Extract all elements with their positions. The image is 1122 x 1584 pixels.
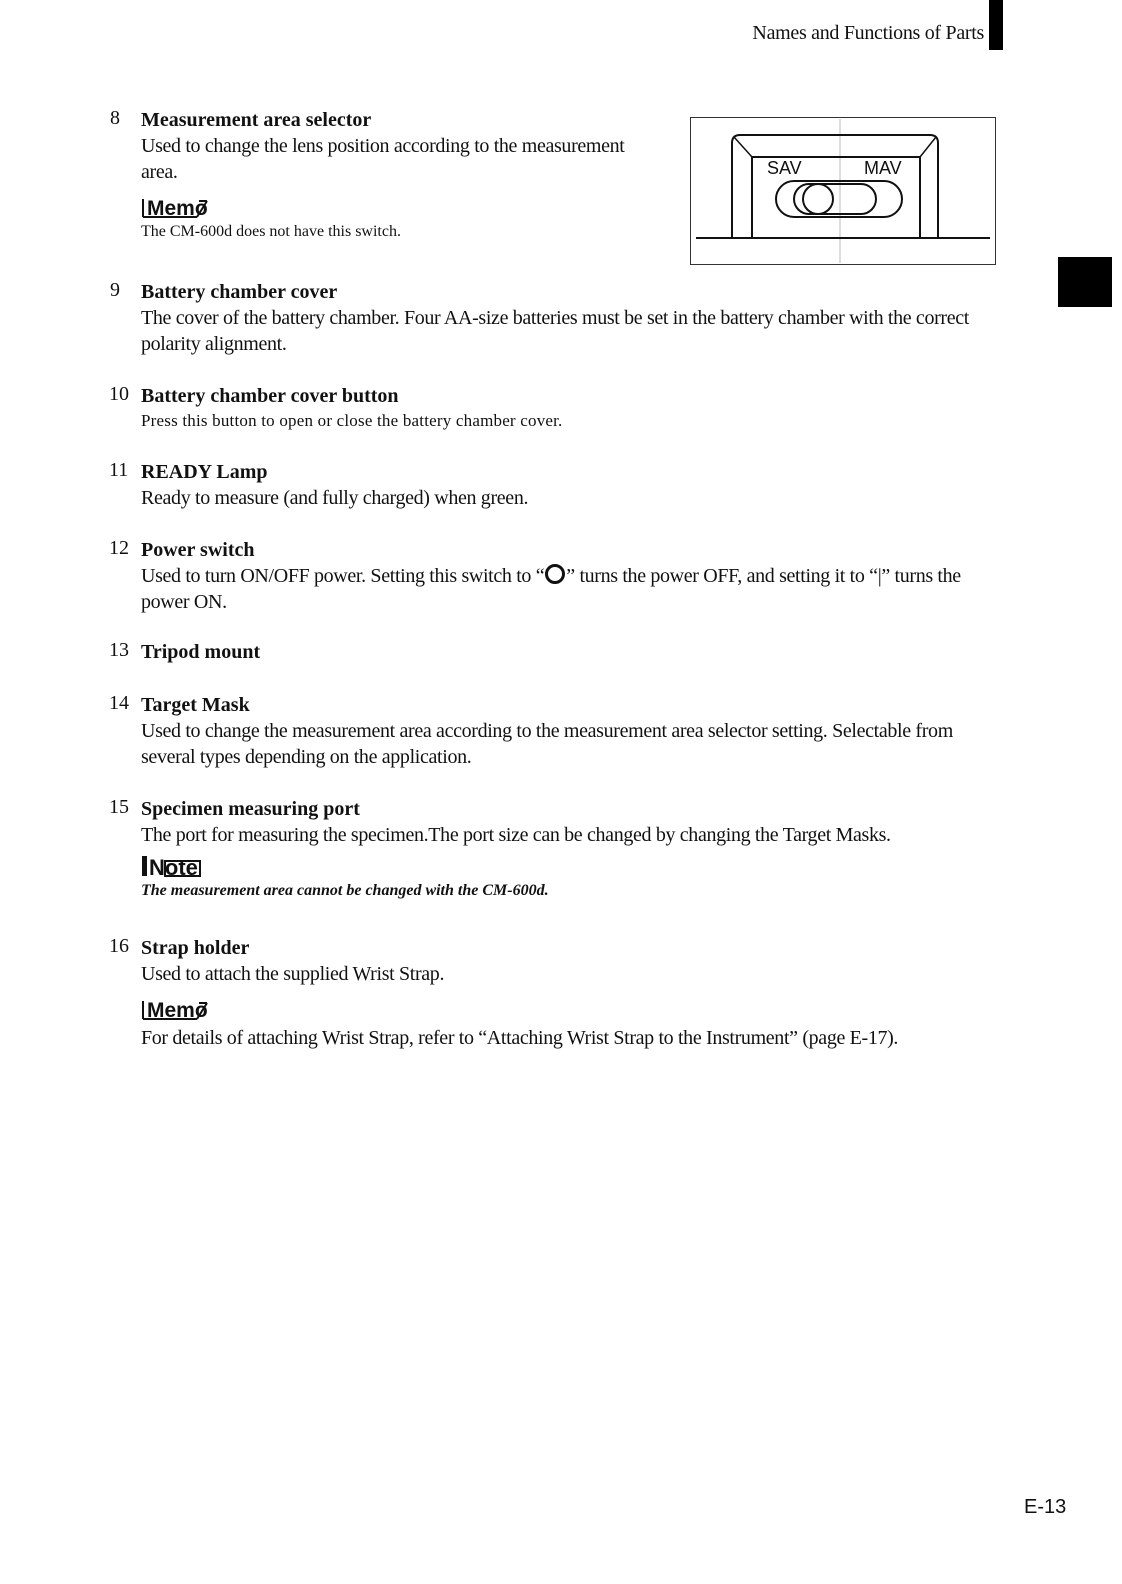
item-title: Tripod mount: [141, 641, 261, 663]
item-description: Used to attach the supplied Wrist Strap.: [141, 963, 445, 985]
item-description: Used to change the measurement area according to the measurement area selector setting. Selectable from several types depending on the application.: [141, 720, 953, 768]
item-tripod-mount: [110, 639, 1010, 665]
item-title: Target Mask: [141, 694, 250, 716]
note-text: The measurement area cannot be changed with the CM-600d.: [141, 882, 549, 899]
memo-text: For details of attaching Wrist Strap, refer to “Attaching Wrist Strap to the Instrument” (page E-17).: [141, 1027, 899, 1049]
item-title: Measurement area selector: [141, 109, 372, 131]
item-power-switch: [110, 537, 1010, 615]
item-title: Strap holder: [141, 937, 250, 959]
item-strap-holder: [110, 935, 1010, 1051]
item-title: Battery chamber cover button: [141, 385, 399, 407]
selector-switch-illustration: [690, 117, 996, 265]
section-tab: [1058, 257, 1112, 307]
item-number: 13: [109, 639, 129, 661]
svg-text:SAV: SAV: [767, 158, 802, 178]
item-title: Power switch: [141, 539, 255, 561]
memo-text: The CM-600d does not have this switch.: [141, 223, 401, 240]
header-bar: [989, 0, 1003, 50]
memo-icon: [141, 997, 1010, 1021]
item-number: 10: [109, 383, 129, 405]
item-number: 9: [110, 279, 120, 301]
item-title: Battery chamber cover: [141, 281, 338, 303]
item-description: Ready to measure (and fully charged) when green.: [141, 487, 529, 509]
item-number: 12: [109, 537, 129, 559]
power-off-circle-icon: [545, 564, 565, 584]
svg-text:Memo: Memo: [147, 197, 208, 219]
item-battery-chamber-cover-button: [110, 383, 1010, 433]
item-title: READY Lamp: [141, 461, 268, 483]
item-ready-lamp: [110, 459, 1010, 511]
page-number: E-13: [1024, 1496, 1067, 1518]
item-specimen-measuring-port: [110, 796, 1010, 902]
svg-text:MAV: MAV: [864, 158, 902, 178]
item-number: 14: [109, 692, 129, 714]
page-header: Names and Functions of Parts: [752, 22, 984, 44]
svg-text:Note: Note: [149, 855, 198, 878]
item-description: Press this button to open or close the battery chamber cover.: [141, 411, 563, 430]
note-icon: [141, 854, 1010, 878]
svg-text:Memo: Memo: [147, 999, 208, 1021]
item-measurement-area-selector: [110, 107, 650, 243]
item-description: The port for measuring the specimen.The port size can be changed by changing the Target Masks.: [141, 824, 891, 846]
item-description: The cover of the battery chamber. Four AA-size batteries must be set in the battery chamber with the correct polarity alignment.: [141, 307, 969, 355]
item-number: 16: [109, 935, 129, 957]
item-number: 15: [109, 796, 129, 818]
item-title: Specimen measuring port: [141, 798, 360, 820]
item-description: Used to turn ON/OFF power. Setting this switch to “ ” turns the power OFF, and setting it to “|” turns the power ON.: [141, 565, 961, 613]
item-description: Used to change the lens position according to the measurement area.: [141, 135, 625, 183]
item-target-mask: [110, 692, 1010, 770]
memo-icon: [141, 195, 650, 219]
item-number: 8: [110, 107, 120, 129]
item-battery-chamber-cover: [110, 279, 1010, 357]
item-number: 11: [109, 459, 129, 481]
